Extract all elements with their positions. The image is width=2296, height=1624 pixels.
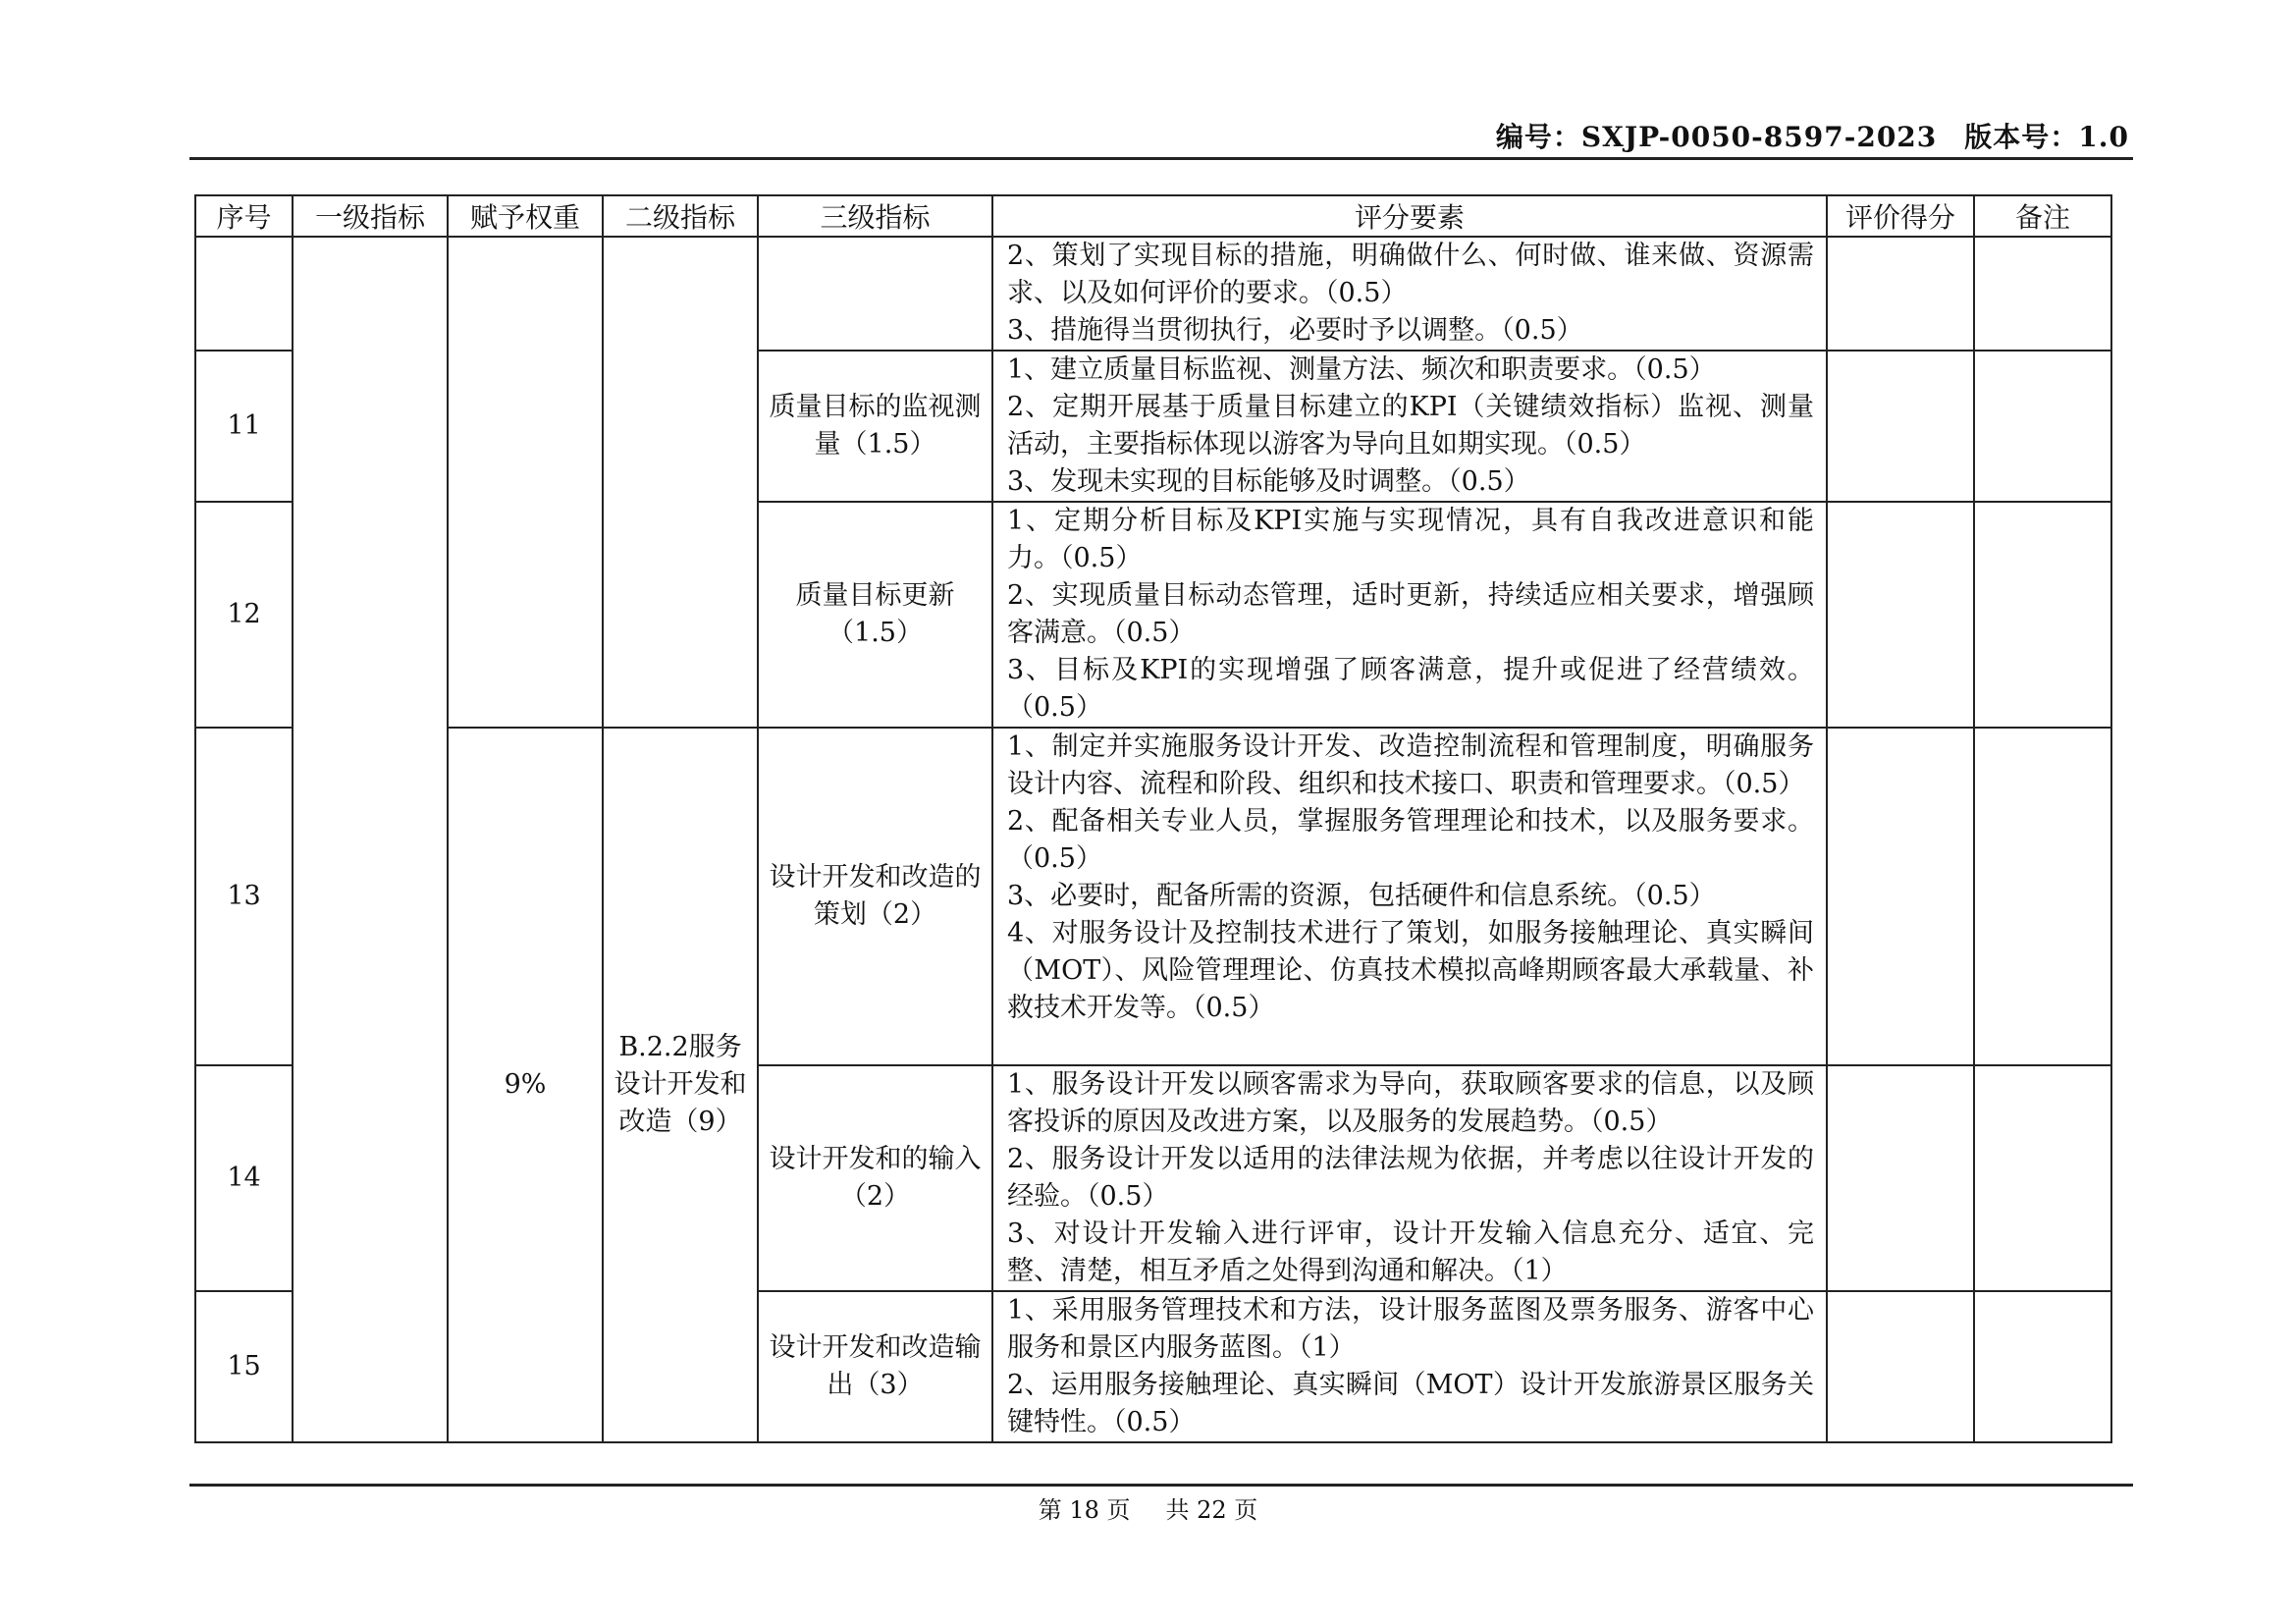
row-remarks xyxy=(1974,237,2111,351)
col-header-seq: 序号 xyxy=(195,195,293,237)
element-item: 3、措施得当贯彻执行，必要时予以调整。（0.5） xyxy=(1007,315,1583,346)
col-header-level2: 二级指标 xyxy=(603,195,758,237)
weight-cell-upper xyxy=(448,237,603,728)
element-item: 1、定期分析目标及KPI实施与实现情况，具有自我改进意识和能力。（0.5） xyxy=(1007,506,1814,573)
col-header-level3: 三级指标 xyxy=(758,195,992,237)
table-row xyxy=(195,237,2111,351)
row-remarks xyxy=(1974,728,2111,1065)
row-remarks xyxy=(1974,351,2111,502)
doc-number-label: 编号： xyxy=(1495,121,1581,153)
row-seq: 14 xyxy=(195,1065,293,1291)
row-remarks xyxy=(1974,502,2111,728)
col-header-remarks: 备注 xyxy=(1974,195,2111,237)
row-score xyxy=(1827,1291,1974,1442)
page-number: 第 18 页 xyxy=(1038,1496,1131,1524)
element-item: 2、实现质量目标动态管理，适时更新，持续适应相关要求，增强顾客满意。（0.5） xyxy=(1007,580,1814,648)
row-score xyxy=(1827,728,1974,1065)
header-rule xyxy=(189,157,2133,160)
row-level3 xyxy=(758,237,992,351)
row-score xyxy=(1827,237,1974,351)
row-level3: 设计开发和的输入（2） xyxy=(758,1065,992,1291)
element-item: 2、策划了实现目标的措施，明确做什么、何时做、谁来做、资源需求、以及如何评价的要求。（0.5） xyxy=(1007,241,1814,308)
level2-cell: B.2.2服务设计开发和改造（9） xyxy=(603,728,758,1442)
element-item: 2、定期开展基于质量目标建立的KPI（关键绩效指标）监视、测量活动，主要指标体现以游客为导向且如期实现。（0.5） xyxy=(1007,392,1814,460)
page-total: 共 22 页 xyxy=(1165,1496,1258,1524)
col-header-elements: 评分要素 xyxy=(992,195,1827,237)
row-seq xyxy=(195,237,293,351)
row-score xyxy=(1827,1065,1974,1291)
col-header-score: 评价得分 xyxy=(1827,195,1974,237)
row-score xyxy=(1827,351,1974,502)
row-remarks xyxy=(1974,1291,2111,1442)
page-footer xyxy=(0,1490,2296,1525)
footer-rule xyxy=(189,1484,2133,1487)
col-header-level1: 一级指标 xyxy=(293,195,448,237)
row-remarks xyxy=(1974,1065,2111,1291)
row-score xyxy=(1827,502,1974,728)
element-item: 1、采用服务管理技术和方法，设计服务蓝图及票务服务、游客中心服务和景区内服务蓝图。（1） xyxy=(1007,1295,1814,1363)
level1-cell xyxy=(293,237,448,1442)
version-label: 版本号： xyxy=(1964,121,2079,153)
level2-cell-upper xyxy=(603,237,758,728)
element-item: 3、目标及KPI的实现增强了顾客满意，提升或促进了经营绩效。（0.5） xyxy=(1007,655,1814,723)
row-elements xyxy=(992,502,1827,728)
row-elements xyxy=(992,351,1827,502)
row-level3: 设计开发和改造的策划（2） xyxy=(758,728,992,1065)
element-item: 2、运用服务接触理论、真实瞬间（MOT）设计开发旅游景区服务关键特性。（0.5） xyxy=(1007,1370,1814,1437)
document-header-info xyxy=(1496,116,2129,155)
row-seq: 13 xyxy=(195,728,293,1065)
element-item: 1、服务设计开发以顾客需求为导向，获取顾客要求的信息，以及顾客投诉的原因及改进方案，以及服务的发展趋势。（0.5） xyxy=(1007,1069,1814,1137)
element-item: 3、发现未实现的目标能够及时调整。（0.5） xyxy=(1007,466,1530,497)
row-level3: 质量目标的监视测量（1.5） xyxy=(758,351,992,502)
element-item: 3、对设计开发输入进行评审，设计开发输入信息充分、适宜、完整、清楚，相互矛盾之处得到沟通和解决。（1） xyxy=(1007,1218,1814,1286)
element-item: 1、建立质量目标监视、测量方法、频次和职责要求。（0.5） xyxy=(1007,354,1716,385)
table-header-row xyxy=(195,195,2111,237)
row-elements xyxy=(992,237,1827,351)
row-elements xyxy=(992,1065,1827,1291)
row-seq: 15 xyxy=(195,1291,293,1442)
row-seq: 11 xyxy=(195,351,293,502)
version-number: 1.0 xyxy=(2078,121,2129,153)
row-elements xyxy=(992,1291,1827,1442)
doc-number: SXJP-0050-8597-2023 xyxy=(1580,121,1938,153)
row-elements xyxy=(992,728,1827,1065)
element-item: 3、必要时，配备所需的资源，包括硬件和信息系统。（0.5） xyxy=(1007,881,1716,911)
evaluation-table xyxy=(194,194,2112,1443)
col-header-weight: 赋予权重 xyxy=(448,195,603,237)
row-level3: 质量目标更新（1.5） xyxy=(758,502,992,728)
weight-cell: 9% xyxy=(448,728,603,1442)
table-row xyxy=(195,728,2111,1065)
element-item: 4、对服务设计及控制技术进行了策划，如服务接触理论、真实瞬间（MOT）、风险管理理论、仿真技术模拟高峰期顾客最大承载量、补救技术开发等。（0.5） xyxy=(1007,918,1814,1023)
element-item: 2、服务设计开发以适用的法律法规为依据，并考虑以往设计开发的经验。（0.5） xyxy=(1007,1144,1814,1212)
row-seq: 12 xyxy=(195,502,293,728)
element-item: 1、制定并实施服务设计开发、改造控制流程和管理制度，明确服务设计内容、流程和阶段、组织和技术接口、职责和管理要求。（0.5） xyxy=(1007,731,1814,799)
row-level3: 设计开发和改造输出（3） xyxy=(758,1291,992,1442)
element-item: 2、配备相关专业人员，掌握服务管理理论和技术，以及服务要求。（0.5） xyxy=(1007,806,1814,874)
